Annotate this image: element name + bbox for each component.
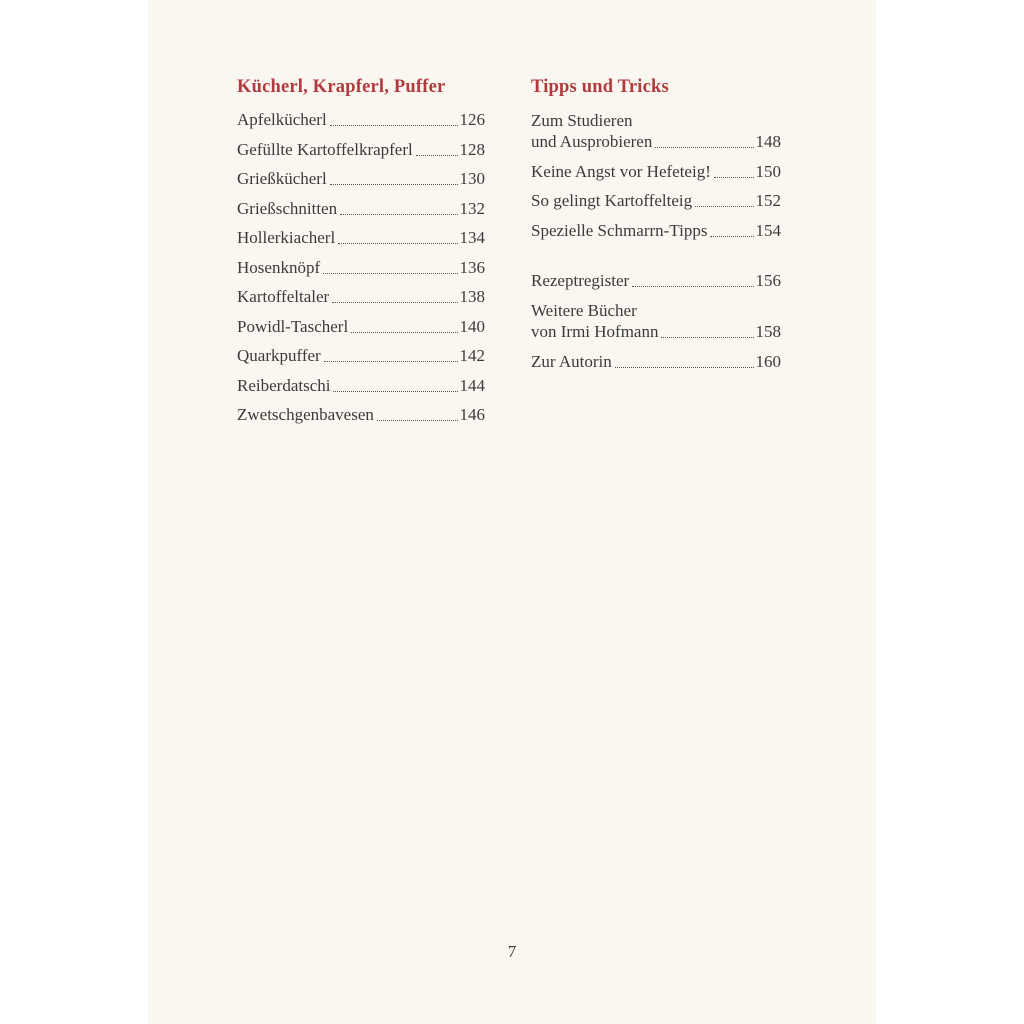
toc-entry <box>531 300 781 342</box>
toc-entry-title: und Ausprobieren <box>531 132 653 151</box>
dot-leader <box>338 243 457 244</box>
dot-leader <box>323 273 457 274</box>
toc-entry-page: 146 <box>459 405 485 424</box>
dot-leader <box>416 155 458 156</box>
toc-section-register <box>531 271 781 372</box>
page-number: 7 <box>507 942 517 961</box>
toc-entry-page: 136 <box>459 257 485 277</box>
toc-entry-page: 148 <box>755 132 781 151</box>
dot-leader <box>324 361 458 362</box>
toc-entry-page: 150 <box>755 161 781 181</box>
toc-entry <box>237 405 485 425</box>
toc-entry-page: 144 <box>459 375 485 395</box>
toc-column-left <box>237 76 485 435</box>
toc-entry <box>531 191 781 211</box>
toc-entry-title: Reiberdatschi <box>237 375 331 395</box>
toc-content <box>148 0 876 435</box>
toc-entry <box>237 376 485 396</box>
toc-entry-title: von Irmi Hofmann <box>531 322 659 341</box>
toc-entry <box>531 352 781 372</box>
toc-entry-title: So gelingt Kartoffelteig <box>531 191 693 210</box>
toc-entry-page: 134 <box>459 228 485 247</box>
toc-entry-page: 154 <box>755 220 781 240</box>
toc-column-right <box>531 76 781 435</box>
dot-leader <box>695 206 753 207</box>
toc-entry-page: 152 <box>755 191 781 210</box>
toc-entry-title: Kartoffeltaler <box>237 287 330 306</box>
dot-leader <box>377 420 458 421</box>
toc-entry <box>237 258 485 278</box>
dot-leader <box>351 332 457 333</box>
toc-entry-title: Keine Angst vor Hefeteig! <box>531 161 711 181</box>
toc-entry-title: Zwetschgenbavesen <box>237 405 374 424</box>
toc-entry <box>237 199 485 219</box>
dot-leader <box>340 214 457 215</box>
toc-entry <box>531 221 781 241</box>
dot-leader <box>632 286 753 287</box>
dot-leader <box>333 391 457 392</box>
toc-entry <box>237 140 485 160</box>
toc-entry <box>531 162 781 182</box>
dot-leader <box>332 302 457 303</box>
dot-leader <box>330 184 458 185</box>
toc-entry-title: Gefüllte Kartoffelkrapferl <box>237 139 413 159</box>
toc-entry-title: Rezeptregister <box>531 270 630 290</box>
section-heading-tipps: Tipps und Tricks <box>531 77 669 97</box>
toc-entry-title: Hosenknöpf <box>237 257 321 277</box>
toc-entry <box>237 110 485 130</box>
dot-leader <box>710 236 753 237</box>
toc-entry <box>237 317 485 337</box>
dot-leader <box>655 147 753 148</box>
toc-entry-title: Zur Autorin <box>531 351 612 371</box>
dot-leader <box>714 177 754 178</box>
toc-entry-title: Grießkücherl <box>237 169 327 188</box>
toc-entry-page: 132 <box>459 198 485 218</box>
dot-leader <box>615 367 754 368</box>
toc-entry-title: Apfelkücherl <box>237 110 327 129</box>
toc-entry-title-line: Weitere Bücher <box>531 301 637 320</box>
toc-entry-page: 128 <box>459 139 485 159</box>
toc-entry-page: 142 <box>459 346 485 365</box>
dot-leader <box>661 337 753 338</box>
book-page <box>148 0 876 1024</box>
toc-entry-page: 158 <box>755 322 781 341</box>
toc-entry-page: 156 <box>755 270 781 290</box>
toc-entry-title: Quarkpuffer <box>237 346 321 365</box>
toc-entry-title: Grießschnitten <box>237 198 338 218</box>
toc-entry-title: Hollerkiacherl <box>237 228 336 247</box>
toc-entry <box>531 271 781 291</box>
dot-leader <box>330 125 458 126</box>
toc-entry-page: 130 <box>459 169 485 188</box>
toc-entry-page: 160 <box>755 351 781 371</box>
toc-entry-title: Spezielle Schmarrn-Tipps <box>531 220 708 240</box>
section-heading-kuecherl: Kücherl, Krapferl, Puffer <box>237 77 446 97</box>
toc-entry <box>237 346 485 366</box>
toc-entry <box>531 110 781 152</box>
toc-entry <box>237 169 485 189</box>
toc-entry-page: 126 <box>459 110 485 129</box>
toc-entry-page: 140 <box>459 316 485 336</box>
toc-entry-title: Powidl-Tascherl <box>237 316 349 336</box>
toc-entry-title-line: Zum Studieren <box>531 111 633 130</box>
toc-entry <box>237 287 485 307</box>
toc-entry-page: 138 <box>459 287 485 306</box>
toc-section-tipps <box>531 110 781 241</box>
toc-entry <box>237 228 485 248</box>
